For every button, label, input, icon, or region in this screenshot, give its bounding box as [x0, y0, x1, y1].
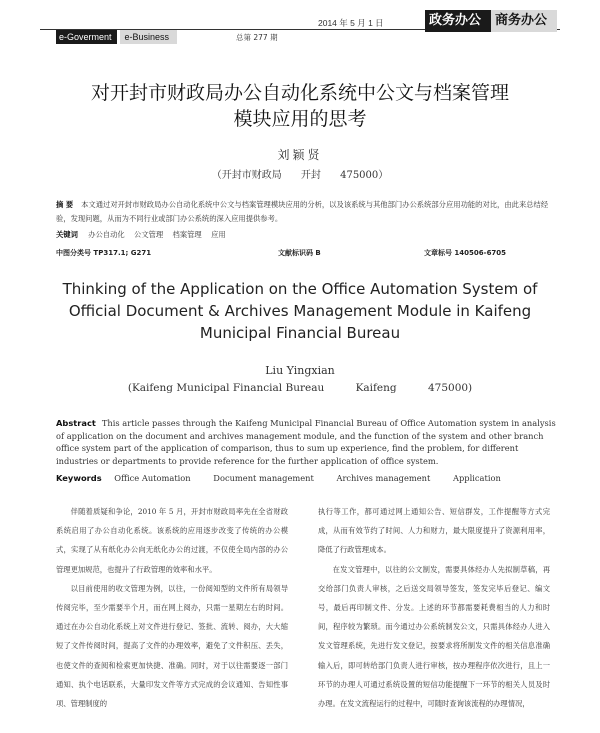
body-paragraph: 在发文管理中，以往的公文制发，需要具体经办人先拟制草稿，再交给部门负责人审核，之后送交局领导签发，签发完毕后登记、编文号，最后再印制文件、分发。上述的环节都需要耗费相当的人力和时间，程序较为繁琐。而今通过办公系统制发公文，只需具体经办人进入发文管理系统，先进行发文登记，按要求将所制发文件的相关信息准确输入后，即可转给部门负责人进行审核，按办理程序依次进行，且上一环节的办理人可通过系统设置的短信功能提醒下一环节的相关人员及时办理。在发文流程运行的过程中，可随时查询该流程的办理情况， [318, 564, 550, 709]
band-label-ebusiness: e-Business [120, 30, 178, 44]
english-affiliation [0, 382, 600, 394]
english-abstract [56, 417, 556, 467]
english-affiliation-city: Kaifeng [355, 382, 397, 394]
chinese-title [40, 80, 560, 132]
section-tag-business: 商务办公 [491, 10, 557, 32]
chinese-keywords-label: 关键词 [56, 230, 78, 239]
english-affiliation-org: (Kaifeng Municipal Financial Bureau [127, 382, 325, 394]
english-title-line-2: Official Document & Archives Management Module in Kaifeng [68, 302, 532, 320]
issue-number: 总第 277 期 [236, 33, 278, 42]
english-title-line-1: Thinking of the Application on the Office Automation System of [62, 280, 538, 298]
english-author: Liu Yingxian [265, 364, 335, 377]
chinese-affiliation [0, 166, 600, 181]
english-keyword: Archives management [336, 473, 431, 483]
english-keyword: Document management [213, 473, 314, 483]
chinese-affiliation-postcode: 475000） [340, 170, 389, 181]
english-keywords [56, 473, 556, 483]
body-paragraph: 以目前使用的收文管理为例，以往，一份阅知型的文件所有局领导传阅完毕，至少需要半个月，而在网上阅办，只需一星期左右的时间。通过在办公自动化系统上对文件进行登记、签批、流转、阅办，大大缩短了文件传阅时间，提高了文件的办理效率，避免了文件积压、丢失，也使文件的查阅和检索更加快捷、准确。同时，对于以往需要逐一部门通知、执个电话联系，大量印发文件等方式完成的会议通知、告知性事项、管理制度的 [56, 583, 288, 709]
english-affiliation-postcode: 475000) [427, 382, 473, 394]
document-code: 文献标识码 B [278, 249, 321, 257]
header-band [56, 30, 177, 44]
body-column-left [56, 502, 288, 713]
chinese-title-line-1: 对开封市财政局办公自动化系统中公文与档案管理 [90, 82, 509, 104]
chinese-affiliation-org: （开封市财政局 [211, 170, 282, 181]
chinese-keyword: 公文管理 [134, 230, 164, 239]
chinese-author: 刘颖贤 [277, 148, 323, 162]
chinese-abstract [56, 198, 556, 226]
band-label-egovernment: e-Goverment [56, 30, 117, 44]
body-paragraph: 执行等工作，都可通过网上通知公告、短信群发，工作提醒等方式完成，从而有效节约了时间、人力和财力，最大限度提升了资源利用率，降低了行政管理成本。 [318, 507, 550, 555]
chinese-abstract-label: 摘 要 [56, 200, 74, 209]
chinese-keyword: 办公自动化 [88, 230, 125, 239]
chinese-abstract-text: 本文通过对开封市财政局办公自动化系统中公文与档案管理模块应用的分析，以及该系统与其他部门办公系统部分应用功能的对比，由此来总结经验，发现问题，从而为不同行业或部门办公系统的深入应用提供参考。 [56, 200, 549, 223]
chinese-keyword: 应用 [211, 230, 226, 239]
english-title-line-3: Municipal Financial Bureau [199, 324, 401, 342]
clc-number: 中图分类号 TP317.1; G271 [56, 249, 152, 257]
english-abstract-text: This article passes through the Kaifeng Municipal Financial Bureau of Office Automation system in analysis of application on the document and archives management module, and the function of the system and other branch office system part of the application of comparison, thus to sum up experience, find the problem, for different industries or departments to provide reference for the further application of office system. [56, 418, 556, 466]
body-column-right [318, 502, 550, 713]
english-keywords-label: Keywords [56, 473, 102, 483]
body-paragraph: 伴随着质疑和争论，2010 年 5 月，开封市财政局率先在全省财政系统启用了办公自动化系统。该系统的应用逐步改变了传统的办公模式，实现了从有纸化办公向无纸化办公的过渡，不仅使全局内部的办公管理更加规范，也提升了行政管理的效率和水平。 [56, 507, 288, 574]
english-keyword: Office Automation [114, 473, 191, 483]
article-number: 文章标号 140506-6705 [424, 249, 507, 257]
chinese-title-line-2: 模块应用的思考 [233, 108, 367, 130]
publication-date: 2014 年 5 月 1 日 [318, 18, 384, 28]
english-title [40, 278, 560, 344]
chinese-keywords [56, 230, 556, 240]
chinese-keyword: 档案管理 [172, 230, 202, 239]
english-abstract-label: Abstract [56, 418, 96, 428]
english-keyword: Application [452, 473, 501, 483]
chinese-affiliation-city: 开封 [300, 170, 321, 181]
section-tag-government: 政务办公 [425, 10, 491, 32]
